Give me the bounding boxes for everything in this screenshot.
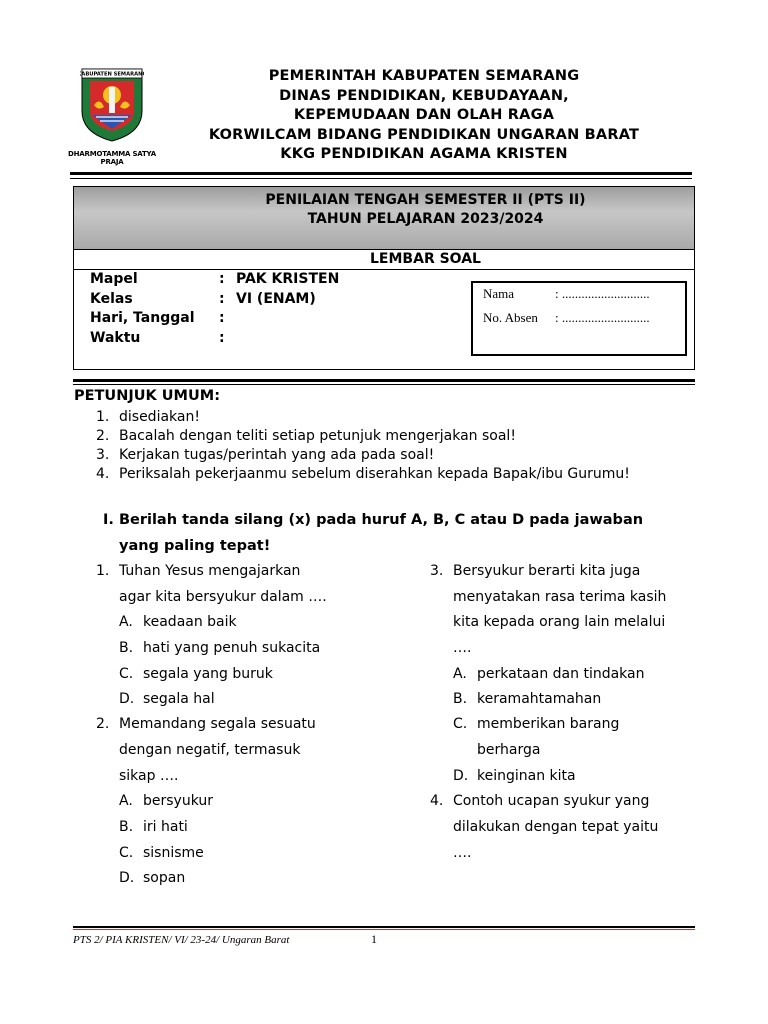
instruction-text: Kerjakan tugas/perintah yang ada pada soal! — [119, 447, 435, 463]
info-label-hari: Hari, Tanggal — [90, 310, 195, 326]
question-text: sikap …. — [119, 768, 179, 784]
option-letter[interactable]: B. — [119, 640, 134, 656]
instruction-number: 2. — [96, 428, 110, 444]
exam-year: TAHUN PELAJARAN 2023/2024 — [307, 211, 544, 227]
question-number: 4. — [430, 793, 444, 809]
question-number: 2. — [96, 716, 110, 732]
letterhead-line-2: DINAS PENDIDIKAN, KEBUDAYAAN, — [279, 88, 569, 104]
instruction-number: 3. — [96, 447, 110, 463]
section-rule-thick — [73, 379, 695, 382]
option-letter[interactable]: D. — [119, 870, 135, 886]
footer-text: PTS 2/ PIA KRISTEN/ VI/ 23-24/ Ungaran Barat — [73, 934, 290, 946]
info-label-mapel: Mapel — [90, 271, 138, 287]
question-text: …. — [453, 640, 472, 656]
student-name-field[interactable]: : ........................... — [555, 286, 650, 301]
option-letter[interactable]: A. — [119, 793, 133, 809]
logo-motto: DHARMOTAMMA SATYA PRAJA — [68, 150, 156, 166]
info-label-kelas: Kelas — [90, 291, 133, 307]
question-text: agar kita bersyukur dalam …. — [119, 589, 327, 605]
footer-rule-accent — [73, 929, 695, 930]
info-colon: : — [219, 271, 225, 287]
letterhead-rule-thick — [70, 172, 692, 175]
option-text: iri hati — [143, 819, 188, 835]
option-text: keadaan baik — [143, 614, 237, 630]
letterhead-line-1: PEMERINTAH KABUPATEN SEMARANG — [268, 68, 580, 84]
instructions-title: PETUNJUK UMUM: — [74, 388, 220, 404]
info-colon: : — [219, 291, 225, 307]
question-text: Memandang segala sesuatu — [119, 716, 316, 732]
option-letter[interactable]: D. — [453, 768, 469, 784]
question-text: menyatakan rasa terima kasih — [453, 589, 667, 605]
option-text: bersyukur — [143, 793, 214, 809]
student-absen-field[interactable]: : ........................... — [555, 310, 650, 325]
instruction-number: 1. — [96, 409, 110, 425]
option-letter[interactable]: C. — [119, 666, 134, 682]
question-number: 1. — [96, 563, 110, 579]
option-letter[interactable]: B. — [119, 819, 134, 835]
option-text: keramahtamahan — [477, 691, 602, 707]
option-letter[interactable]: D. — [119, 691, 135, 707]
question-text: kita kepada orang lain melalui — [453, 614, 666, 630]
question-text: dengan negatif, termasuk — [119, 742, 301, 758]
section-heading-line-1: I. Berilah tanda silang (x) pada huruf A, B, C atau D pada jawaban — [103, 512, 644, 528]
option-text-continued: berharga — [477, 742, 541, 758]
exam-title: PENILAIAN TENGAH SEMESTER II (PTS II) — [265, 192, 586, 208]
question-text: Tuhan Yesus mengajarkan — [119, 563, 301, 579]
instruction-text: Bacalah dengan teliti setiap petunjuk mengerjakan soal! — [119, 428, 516, 444]
info-colon: : — [219, 330, 225, 346]
letterhead-rule-thin — [70, 178, 692, 179]
info-value-mapel: PAK KRISTEN — [236, 271, 340, 287]
option-text: keinginan kita — [477, 768, 576, 784]
footer-rule — [73, 926, 695, 928]
option-letter[interactable]: C. — [119, 845, 134, 861]
student-absen-label: No. Absen — [483, 310, 538, 325]
option-letter[interactable]: C. — [453, 716, 468, 732]
letterhead-line-3: KEPEMUDAAN DAN OLAH RAGA — [293, 107, 555, 123]
section-rule-thin — [73, 384, 695, 385]
option-text: segala yang buruk — [143, 666, 273, 682]
logo-banner-text: KABUPATEN SEMARANG — [80, 71, 144, 78]
district-logo — [80, 67, 144, 143]
student-name-label: Nama — [483, 286, 515, 301]
option-text: memberikan barang — [477, 716, 620, 732]
instruction-text: disediakan! — [119, 409, 200, 425]
option-letter[interactable]: B. — [453, 691, 468, 707]
option-text: sopan — [143, 870, 186, 886]
option-text: perkataan dan tindakan — [477, 666, 645, 682]
letterhead-line-4: KORWILCAM BIDANG PENDIDIKAN UNGARAN BARAT — [208, 127, 640, 143]
option-text: hati yang penuh sukacita — [143, 640, 321, 656]
sheet-title-divider — [74, 269, 695, 270]
info-label-waktu: Waktu — [90, 330, 141, 346]
option-text: segala hal — [143, 691, 215, 707]
option-text: sisnisme — [143, 845, 204, 861]
question-text: dilakukan dengan tepat yaitu — [453, 819, 659, 835]
option-letter[interactable]: A. — [453, 666, 467, 682]
section-heading-line-2: yang paling tepat! — [119, 538, 271, 554]
instruction-text: Periksalah pekerjaanmu sebelum diserahkan kepada Bapak/ibu Gurumu! — [119, 466, 630, 482]
question-text: …. — [453, 845, 472, 861]
info-value-kelas: VI (ENAM) — [236, 291, 316, 307]
instruction-number: 4. — [96, 466, 110, 482]
option-letter[interactable]: A. — [119, 614, 133, 630]
sheet-title: LEMBAR SOAL — [370, 251, 481, 267]
question-text: Contoh ucapan syukur yang — [453, 793, 650, 809]
info-colon: : — [219, 310, 225, 326]
page-number: 1 — [371, 932, 377, 946]
question-text: Bersyukur berarti kita juga — [453, 563, 641, 579]
letterhead-line-5: KKG PENDIDIKAN AGAMA KRISTEN — [280, 146, 568, 162]
question-number: 3. — [430, 563, 444, 579]
